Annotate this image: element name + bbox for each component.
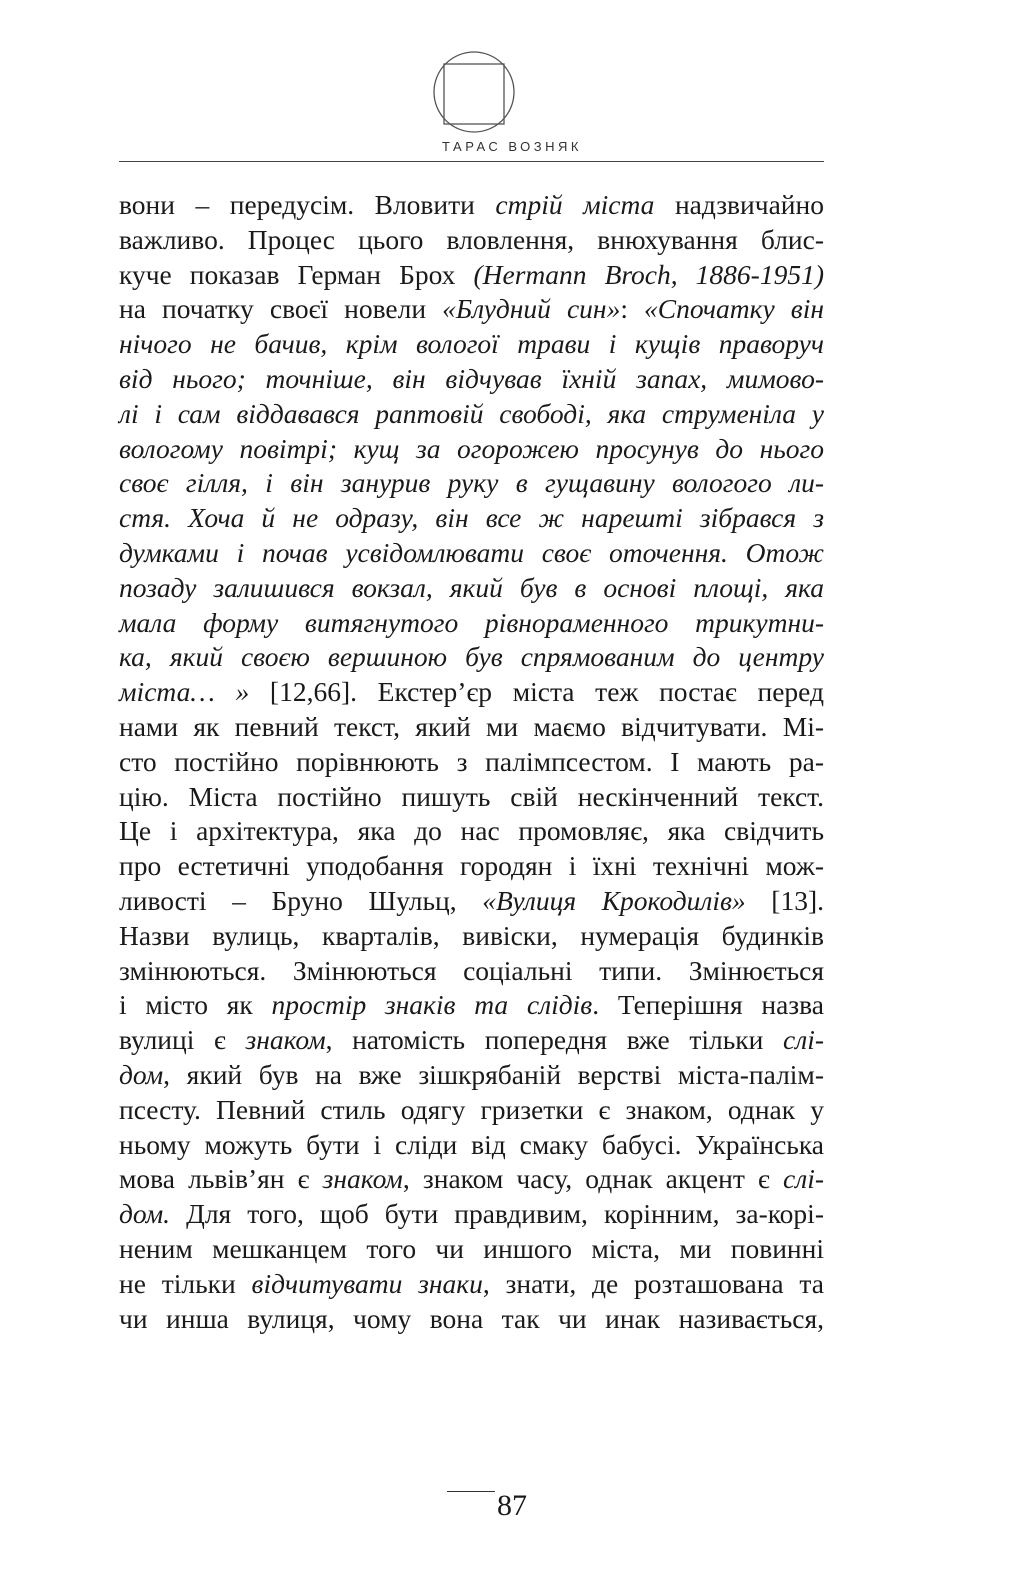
text-run: ливості – Бруно Шульц,: [119, 884, 483, 916]
text-line: [119, 397, 824, 432]
text-line: [119, 571, 824, 606]
text-run: Назви вулиць, кварталів, вивіски, нумерація будинків: [119, 919, 824, 951]
italic-text: міста… »: [119, 676, 250, 708]
text-run: , натомість попередня вже тільки: [325, 1024, 784, 1056]
text-run: чи инша вулиця, чому вона так чи инак називається,: [119, 1302, 824, 1334]
italic-text: знаком: [245, 1024, 326, 1056]
italic-text: знаком: [322, 1163, 403, 1195]
text-line: [119, 1232, 824, 1267]
text-line: [119, 1128, 824, 1163]
text-run: псесту. Певний стиль одягу гризетки є знаком, однак у: [119, 1093, 824, 1125]
italic-text: ка, який своєю вершиною був спрямованим до центру: [119, 641, 824, 673]
text-line: [119, 258, 824, 293]
text-run: куче показав Герман Брох: [119, 258, 474, 290]
text-run: вони – передусім. Вловити: [119, 189, 496, 220]
running-head-author: ТАРАС ВОЗНЯК: [442, 139, 582, 154]
italic-text: (Hermann Broch, 1886-1951): [473, 258, 824, 290]
text-run: на початку своєї новели: [119, 293, 443, 325]
text-run: . Теперішня назва: [592, 989, 824, 1021]
text-run: Це і архітектура, яка до нас промовляє, яка свідчить: [119, 815, 824, 847]
italic-text: «Вулиця Крокодилів»: [482, 884, 746, 916]
italic-text: дом: [119, 1058, 164, 1090]
italic-text: слі-: [783, 1024, 825, 1056]
italic-text: вологому повітрі; кущ за огорожею просунув до нього: [119, 432, 824, 464]
body-text: [119, 188, 824, 1336]
text-line: [119, 710, 824, 745]
text-line: [119, 1162, 824, 1197]
italic-text: мала форму витягнутого рівнораменного трикутни-: [119, 606, 824, 638]
text-line: [119, 640, 824, 675]
italic-text: від нього; точніше, він відчував їхній запах, мимово-: [119, 362, 824, 394]
text-line: [119, 849, 824, 884]
italic-text: дом.: [119, 1198, 171, 1230]
text-run: і місто як: [119, 989, 272, 1021]
text-line: [119, 988, 824, 1023]
text-run: :: [620, 293, 645, 325]
text-line: [119, 292, 824, 327]
page-number: 87: [497, 1489, 527, 1522]
text-line: [119, 432, 824, 467]
text-line: [119, 675, 824, 710]
text-run: надзвичайно: [654, 189, 824, 220]
italic-text: «Спочатку він: [644, 293, 824, 325]
text-run: , який був на вже зішкрябаній верстві міста-палім-: [163, 1058, 824, 1090]
text-run: , знаком часу, однак акцент є: [402, 1163, 784, 1195]
italic-text: позаду залишився вокзал, який був в основі площі, яка: [119, 571, 824, 603]
text-run: ньому можуть бути і сліди від смаку бабусі. Українська: [119, 1128, 824, 1160]
text-run: важливо. Процес цього вловлення, внюхування блис-: [119, 223, 824, 255]
text-line: [119, 223, 824, 258]
text-run: вулиці є: [119, 1024, 246, 1056]
italic-text: думками і почав усвідомлювати своє оточення. Отож: [119, 536, 824, 568]
text-run: цію. Міста постійно пишуть свій нескінченний текст.: [119, 780, 824, 812]
text-line: [119, 1302, 824, 1337]
text-line: [119, 1267, 824, 1302]
text-line: [119, 884, 824, 919]
italic-text: нічого не бачив, крім вологої трави і кущів праворуч: [119, 328, 824, 360]
text-line: [119, 954, 824, 989]
italic-text: відчитувати знаки: [251, 1267, 483, 1299]
text-run: мова львів’ян є: [119, 1163, 323, 1195]
italic-text: стя. Хоча й не одразу, він все ж нарешті зібрався з: [119, 502, 824, 534]
italic-text: «Блудний син»: [442, 293, 621, 325]
text-line: [119, 536, 824, 571]
text-run: сто постійно порівнюють з палімпсестом. І мають ра-: [119, 745, 824, 777]
italic-text: слі-: [783, 1163, 825, 1195]
text-line: [119, 780, 824, 815]
header-divider: [119, 161, 824, 162]
text-line: [119, 362, 824, 397]
text-run: неним мешканцем того чи иншого міста, ми повинні: [119, 1232, 824, 1264]
text-line: [119, 606, 824, 641]
text-run: , знати, де розташована та: [482, 1267, 824, 1299]
text-line: [119, 188, 824, 223]
text-line: [119, 814, 824, 849]
text-line: [119, 1093, 824, 1128]
text-run: не тільки: [119, 1267, 252, 1299]
text-line: [119, 1058, 824, 1093]
text-line: [119, 327, 824, 362]
text-line: [119, 1197, 824, 1232]
text-line: [119, 919, 824, 954]
text-line: [119, 1023, 824, 1058]
text-line: [119, 745, 824, 780]
text-run: Для того, щоб бути правдивим, корінним, за-корі-: [170, 1198, 824, 1230]
italic-text: своє гілля, і він занурив руку в гущавину вологого ли-: [119, 467, 824, 499]
italic-text: стрій міста: [495, 189, 655, 220]
italic-text: простір знаків та слідів: [271, 989, 593, 1021]
text-run: про естетичні уподобання городян і їхні технічні мож-: [119, 850, 824, 882]
text-run: нами як певний текст, який ми маємо відчитувати. Мі-: [119, 710, 824, 742]
text-run: змінюються. Змінюються соціальні типи. Змінюється: [119, 954, 824, 986]
text-run: [12,66]. Екстер’єр міста теж постає перед: [249, 676, 824, 708]
italic-text: лі і сам віддавався раптовій свободі, яка струменіла у: [119, 397, 824, 429]
text-run: [13].: [745, 884, 824, 916]
text-line: [119, 466, 824, 501]
text-line: [119, 501, 824, 536]
circle-square-emblem-icon: [432, 50, 516, 134]
